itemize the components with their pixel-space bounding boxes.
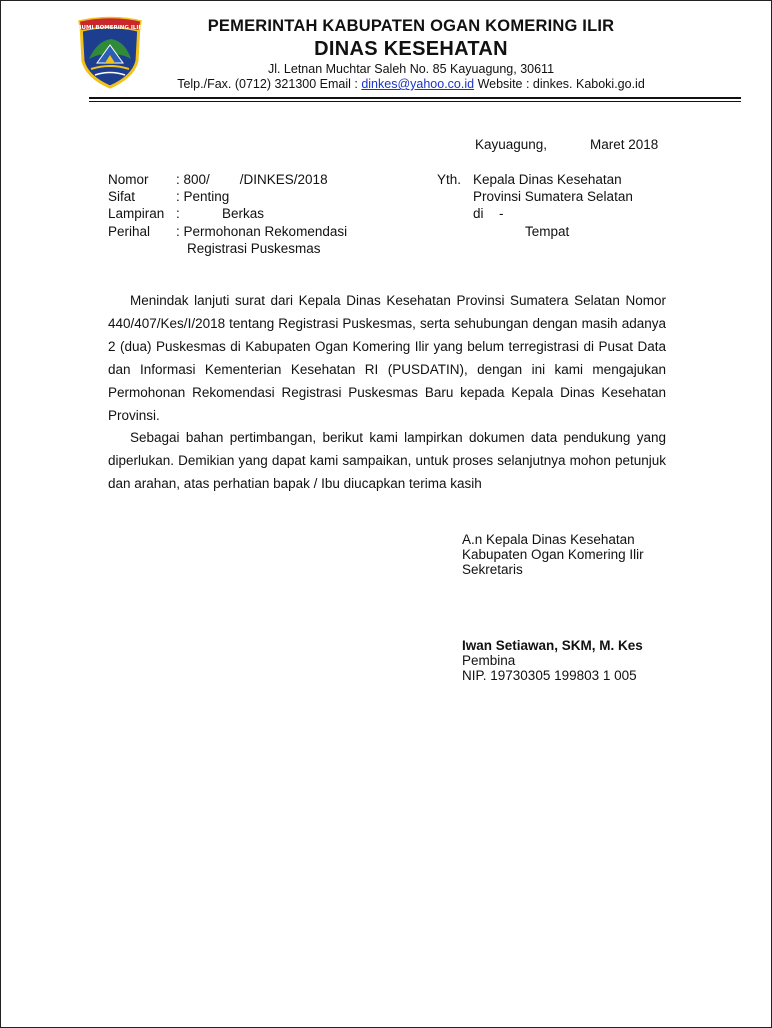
signature-line1: A.n Kepala Dinas Kesehatan <box>462 532 635 547</box>
nomor-label: Nomor <box>108 172 149 187</box>
lampiran-value: Berkas <box>222 206 265 221</box>
recipient-line2: Provinsi Sumatera Selatan <box>473 189 633 204</box>
letterhead-rule-thick <box>89 97 741 99</box>
signatory-name: Iwan Setiawan, SKM, M. Kes <box>462 638 643 653</box>
date-month-year: Maret 2018 <box>590 137 659 152</box>
email-link[interactable]: dinkes@yahoo.co.id <box>361 77 475 91</box>
body-paragraph-2: Sebagai bahan pertimbangan, berikut kami lampirkan dokumen data pendukung yang diperlukan. Demikian yang dapat kami sampaikan, untuk proses selanjutnya mohon petunjuk dan arahan, atas perhatian bapak / Ibu diucapkan terima kasih <box>108 430 666 491</box>
date-place: Kayuagung, <box>475 137 548 152</box>
sifat-value: : Penting <box>176 189 230 204</box>
recipient-di: di <box>473 206 484 221</box>
perihal-line1: : Permohonan Rekomendasi <box>176 224 348 239</box>
letterhead-government: PEMERINTAH KABUPATEN OGAN KOMERING ILIR <box>207 17 615 35</box>
recipient-dash: - <box>499 206 504 221</box>
letterhead-address: Jl. Letnan Muchtar Saleh No. 85 Kayuagung, 30611 <box>267 62 555 76</box>
sifat-label: Sifat <box>108 189 136 204</box>
signature-line3: Sekretaris <box>462 562 523 577</box>
signature-line2: Kabupaten Ogan Komering Ilir <box>462 547 644 562</box>
contact-prefix: Telp./Fax. (0712) 321300 Email : <box>177 77 362 91</box>
logo-banner-text: BUMI BOMERING ILIR <box>77 25 143 31</box>
perihal-line2: Registrasi Puskesmas <box>187 241 321 256</box>
signatory-nip: NIP. 19730305 199803 1 005 <box>462 668 637 683</box>
letterhead-contact <box>1 77 772 91</box>
perihal-label: Perihal <box>108 224 151 239</box>
signatory-rank: Pembina <box>462 653 516 668</box>
contact-suffix: Website : dinkes. Kaboki.go.id <box>474 77 645 91</box>
lampiran-label: Lampiran <box>108 206 165 221</box>
recipient-tempat: Tempat <box>525 224 570 239</box>
lampiran-colon: : <box>176 206 180 221</box>
letterhead-rule-thin <box>89 101 741 102</box>
recipient-line1: Kepala Dinas Kesehatan <box>473 172 622 187</box>
letterhead-agency: DINAS KESEHATAN <box>314 38 508 60</box>
body-paragraph-1: Menindak lanjuti surat dari Kepala Dinas Kesehatan Provinsi Sumatera Selatan Nomor 440/407/Kes/I/2018 tentang Registrasi Puskesmas, serta sehubungan dengan masih adanya 2 (dua) Puskesmas di Kabupaten Ogan Komering Ilir yang belum terregistrasi di Pusat Data dan Informasi Kementerian Kesehatan RI (PUSDATIN), dengan ini kami mengajukan Permohonan Rekomendasi Registrasi Puskesmas Baru kepada Kepala Dinas Kesehatan Provinsi. <box>108 293 666 423</box>
recipient-yth: Yth. <box>437 172 462 187</box>
nomor-value: : 800/ /DINKES/2018 <box>176 172 328 187</box>
